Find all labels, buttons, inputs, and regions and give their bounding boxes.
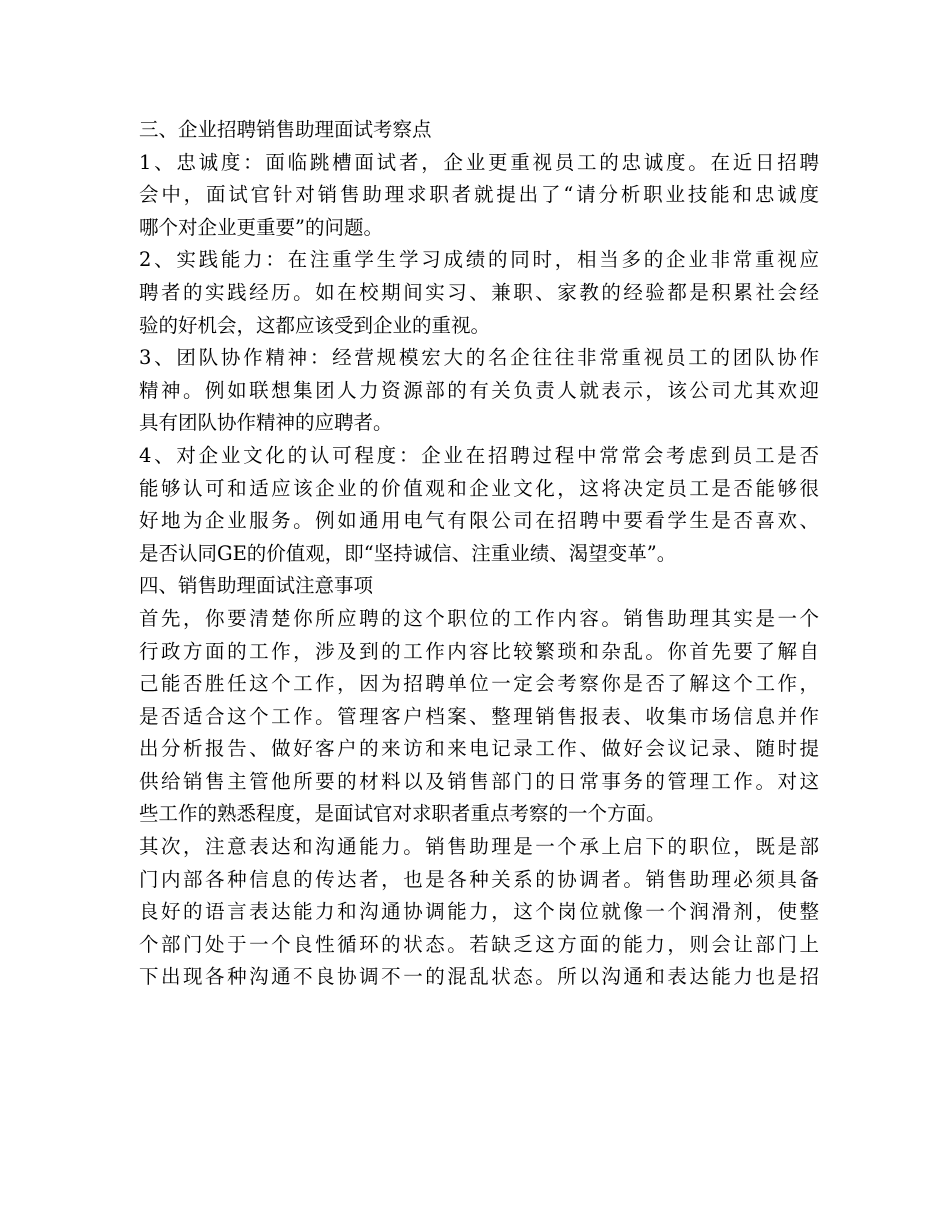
text-line: 供给销售主管他所要的材料以及销售部门的日常事务的管理工作。对这 bbox=[139, 769, 819, 793]
text-line: 4、对企业文化的认可程度：企业在招聘过程中常常会考虑到员工是否 bbox=[139, 443, 819, 467]
text-line: 出分析报告、做好客户的来访和来电记录工作、做好会议记录、随时提 bbox=[139, 737, 819, 761]
text-line: 其次，注意表达和沟通能力。销售助理是一个承上启下的职位，既是部 bbox=[139, 835, 819, 859]
text-line: 3、团队协作精神：经营规模宏大的名企往往非常重视员工的团队协作 bbox=[139, 346, 819, 370]
section-heading-4: 四、销售助理面试注意事项 bbox=[139, 574, 374, 598]
text-line: 个部门处于一个良性循环的状态。若缺乏这方面的能力，则会让部门上 bbox=[139, 932, 819, 956]
text-line: 是否认同GE的价值观，即“坚持诚信、注重业绩、渴望变革”。 bbox=[139, 541, 677, 565]
text-line: 良好的语言表达能力和沟通协调能力，这个岗位就像一个润滑剂，使整 bbox=[139, 900, 819, 924]
text-line: 首先，你要清楚你所应聘的这个职位的工作内容。销售助理其实是一个 bbox=[139, 606, 819, 630]
text-line: 2、实践能力：在注重学生学习成绩的同时，相当多的企业非常重视应 bbox=[139, 248, 819, 272]
text-line: 能够认可和适应该企业的价值观和企业文化，这将决定员工是否能够很 bbox=[139, 476, 819, 500]
text-line: 是否适合这个工作。管理客户档案、整理销售报表、收集市场信息并作 bbox=[139, 704, 819, 728]
text-line: 行政方面的工作，涉及到的工作内容比较繁琐和杂乱。你首先要了解自 bbox=[139, 639, 819, 663]
text-line: 门内部各种信息的传达者，也是各种关系的协调者。销售助理必须具备 bbox=[139, 867, 819, 891]
text-line: 些工作的熟悉程度，是面试官对求职者重点考察的一个方面。 bbox=[139, 802, 666, 826]
text-line: 好地为企业服务。例如通用电气有限公司在招聘中要看学生是否喜欢、 bbox=[139, 509, 819, 533]
section-heading-3: 三、企业招聘销售助理面试考察点 bbox=[139, 118, 432, 141]
text-line: 精神。例如联想集团人力资源部的有关负责人就表示，该公司尤其欢迎 bbox=[139, 378, 819, 402]
text-line: 1、忠诚度：面临跳槽面试者，企业更重视员工的忠诚度。在近日招聘 bbox=[139, 150, 819, 174]
text-line: 具有团队协作精神的应聘者。 bbox=[139, 411, 393, 435]
text-line: 验的好机会，这都应该受到企业的重视。 bbox=[139, 313, 491, 337]
text-line: 下出现各种沟通不良协调不一的混乱状态。所以沟通和表达能力也是招 bbox=[139, 965, 819, 989]
text-line: 聘者的实践经历。如在校期间实习、兼职、家教的经验都是积累社会经 bbox=[139, 280, 819, 304]
text-line: 会中，面试官针对销售助理求职者就提出了“请分析职业技能和忠诚度 bbox=[139, 183, 819, 207]
text-line: 己能否胜任这个工作，因为招聘单位一定会考察你是否了解这个工作， bbox=[139, 672, 819, 696]
text-line: 哪个对企业更重要”的问题。 bbox=[139, 215, 383, 239]
document-body bbox=[139, 114, 819, 994]
